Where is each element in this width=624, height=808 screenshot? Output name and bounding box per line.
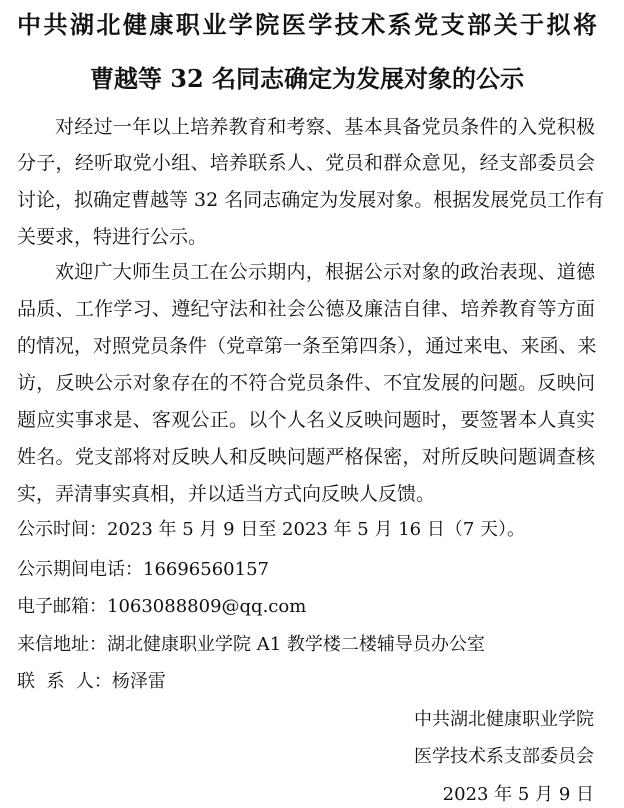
paragraph-2-line: 访，反映公示对象存在的不符合党员条件、不宜发展的问题。反映问 [17,372,595,394]
paragraph-2-line: 题应实事求是、客观公正。以个人名义反映问题时，要签署本人真实 [17,409,595,431]
contact-person: 联 系 人：杨泽雷 [17,671,166,692]
paragraph-2-line: 欢迎广大师生员工在公示期内，根据公示对象的政治表现、道德 [55,261,595,283]
signature-date: 2023 年 5 月 9 日 [442,784,594,805]
paragraph-1-line: 分子，经听取党小组、培养联系人、党员和群众意见，经支部委员会 [17,152,595,174]
mail-address: 来信地址：湖北健康职业学院 A1 教学楼二楼辅导员办公室 [17,634,485,655]
paragraph-2-line: 品质、工作学习、遵纪守法和社会公德及廉洁自律、培养教育等方面 [17,298,595,320]
paragraph-1-line: 关要求，特进行公示。 [17,226,208,248]
signature-org-1: 中共湖北健康职业学院 [414,709,594,730]
notice-title-line-1: 中共湖北健康职业学院医学技术系党支部关于拟将 [17,10,597,39]
paragraph-1-line: 讨论，拟确定曹越等 32 名同志确定为发展对象。根据发展党员工作有 [17,189,605,211]
paragraph-2-line: 姓名。党支部将对反映人和反映问题严格保密，对所反映问题调查核 [17,446,595,468]
contact-phone: 公示期间电话：16696560157 [17,559,269,580]
notice-title-line-2: 曹越等 32 名同志确定为发展对象的公示 [89,64,525,93]
signature-org-2: 医学技术系支部委员会 [414,746,594,767]
paragraph-2-line: 实，弄清事实真相，并以适当方式向反映人反馈。 [17,483,436,505]
contact-email: 电子邮箱：1063088809@qq.com [17,596,307,617]
paragraph-1-line: 对经过一年以上培养教育和考察、基本具备党员条件的入党积极 [55,116,595,138]
paragraph-2-line: 的情况，对照党员条件（党章第一条至第四条），通过来电、来函、来 [17,335,597,357]
notice-period: 公示时间：2023 年 5 月 9 日至 2023 年 5 月 16 日（7 天）。 [17,519,525,540]
